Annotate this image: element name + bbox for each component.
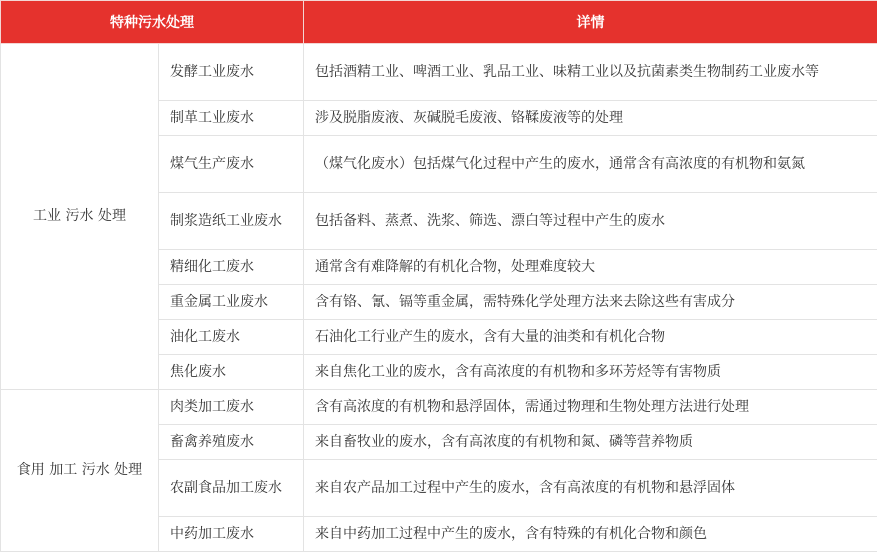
- detail-cell: 包括酒精工业、啤酒工业、乳品工业、味精工业以及抗菌素类生物制药工业废水等: [304, 44, 877, 101]
- header-detail: 详情: [304, 1, 877, 44]
- detail-cell: 包括备料、蒸煮、洗浆、筛选、漂白等过程中产生的废水: [304, 193, 877, 250]
- type-cell: 肉类加工废水: [159, 390, 304, 425]
- detail-cell: 来自农产品加工过程中产生的废水，含有高浓度的有机物和悬浮固体: [304, 460, 877, 517]
- type-cell: 发酵工业废水: [159, 44, 304, 101]
- type-cell: 中药加工废水: [159, 517, 304, 552]
- detail-cell: 来自中药加工过程中产生的废水，含有特殊的有机化合物和颜色: [304, 517, 877, 552]
- type-cell: 制革工业废水: [159, 101, 304, 136]
- type-cell: 油化工废水: [159, 320, 304, 355]
- detail-cell: 含有高浓度的有机物和悬浮固体，需通过物理和生物处理方法进行处理: [304, 390, 877, 425]
- category-cell: 食用 加工 污水 处理: [1, 390, 159, 552]
- detail-cell: 来自焦化工业的废水，含有高浓度的有机物和多环芳烃等有害物质: [304, 355, 877, 390]
- header-type: 特种污水处理: [1, 1, 304, 44]
- detail-cell: 石油化工行业产生的废水，含有大量的油类和有机化合物: [304, 320, 877, 355]
- detail-cell: 来自畜牧业的废水，含有高浓度的有机物和氮、磷等营养物质: [304, 425, 877, 460]
- table-row: [1, 390, 877, 425]
- type-cell: 精细化工废水: [159, 250, 304, 285]
- type-cell: 重金属工业废水: [159, 285, 304, 320]
- type-cell: 制浆造纸工业废水: [159, 193, 304, 250]
- type-cell: 畜禽养殖废水: [159, 425, 304, 460]
- detail-cell: （煤气化废水）包括煤气化过程中产生的废水，通常含有高浓度的有机物和氨氮: [304, 136, 877, 193]
- type-cell: 煤气生产废水: [159, 136, 304, 193]
- category-cell: 工业 污水 处理: [1, 44, 159, 390]
- type-cell: 焦化废水: [159, 355, 304, 390]
- detail-cell: 通常含有难降解的有机化合物，处理难度较大: [304, 250, 877, 285]
- detail-cell: 涉及脱脂废液、灰碱脱毛废液、铬鞣废液等的处理: [304, 101, 877, 136]
- table-header-row: [1, 1, 877, 44]
- detail-cell: 含有铬、氰、镉等重金属，需特殊化学处理方法来去除这些有害成分: [304, 285, 877, 320]
- table-row: [1, 44, 877, 101]
- type-cell: 农副食品加工废水: [159, 460, 304, 517]
